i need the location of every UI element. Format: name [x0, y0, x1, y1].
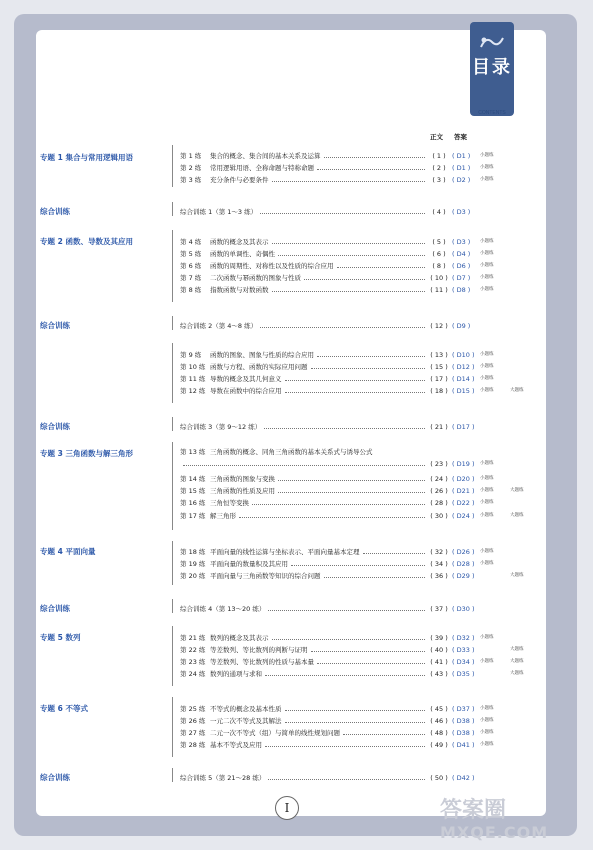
dot-leader [317, 663, 425, 664]
lesson-title: 三角函数的图象与变换 [210, 475, 275, 483]
lesson-title: 基本不等式及应用 [210, 741, 262, 749]
lesson-number: 第 15 练 [180, 487, 206, 495]
section-heading: 专题 6 不等式 [40, 704, 88, 713]
answer-ref: ( D17 ) [452, 423, 475, 431]
answer-ref: ( D32 ) [452, 634, 475, 642]
dot-leader [265, 675, 425, 676]
dot-leader [317, 356, 425, 357]
practice-tag-large: 大题练 [510, 388, 524, 393]
practice-tag: 小题练 [480, 718, 494, 723]
answer-ref: ( D26 ) [452, 548, 475, 556]
toc-entry[interactable] [180, 248, 498, 260]
page-ref: ( 40 ) [430, 646, 448, 654]
practice-tag: 小题练 [480, 635, 494, 640]
page-ref: ( 43 ) [430, 670, 448, 678]
page-ref: ( 26 ) [430, 487, 448, 495]
lesson-number: 第 16 练 [180, 499, 206, 507]
toc-entry[interactable] [180, 570, 524, 582]
practice-tag: 小题练 [480, 561, 494, 566]
page-ref: ( 48 ) [430, 729, 448, 737]
lesson-title: 函数与方程、函数的实际应用问题 [210, 363, 308, 371]
lesson-number: 第 4 练 [180, 238, 202, 246]
answer-ref: ( D19 ) [452, 460, 475, 468]
watermark-url: MXQE.COM [440, 823, 549, 842]
lesson-number: 第 26 练 [180, 717, 206, 725]
lesson-number: 第 17 练 [180, 512, 206, 520]
lesson-number: 第 13 练 [180, 448, 206, 456]
answer-ref: ( D38 ) [452, 729, 475, 737]
lesson-title: 综合训练 4（第 13～20 练） [180, 605, 266, 613]
dot-leader [311, 651, 425, 652]
toc-entry[interactable] [180, 715, 498, 727]
dot-leader [260, 213, 425, 214]
toc-entry[interactable] [180, 668, 524, 680]
page-ref: ( 39 ) [430, 634, 448, 642]
practice-tag: 小题练 [480, 388, 494, 393]
lesson-title: 综合训练 3（第 9～12 练） [180, 423, 262, 431]
page-ref: ( 36 ) [430, 572, 448, 580]
page-ref: ( 3 ) [432, 176, 446, 184]
section-heading: 综合训练 [40, 321, 70, 330]
toc-entry[interactable] [180, 150, 498, 162]
section-heading: 专题 2 函数、导数及其应用 [40, 237, 133, 246]
lesson-title: 解三角形 [210, 512, 236, 520]
section-heading: 专题 4 平面向量 [40, 547, 96, 556]
page-ref: ( 15 ) [430, 363, 448, 371]
practice-tag-large: 大题练 [510, 573, 524, 578]
dot-leader [265, 746, 425, 747]
lesson-title: 常用逻辑用语、全称命题与特称命题 [210, 164, 314, 172]
answer-ref: ( D1 ) [452, 152, 471, 160]
section-divider [172, 202, 173, 216]
page-subtitle: CONTENTS [478, 110, 506, 116]
toc-entry[interactable] [180, 703, 498, 715]
answer-ref: ( D42 ) [452, 774, 475, 782]
dot-leader [304, 279, 425, 280]
toc-entry[interactable] [180, 421, 498, 433]
section-divider [172, 316, 173, 330]
lesson-title: 平面向量的数量积及其应用 [210, 560, 288, 568]
toc-entry[interactable] [180, 446, 498, 458]
practice-tag: 小题练 [480, 177, 494, 182]
toc-entry[interactable] [180, 385, 524, 397]
section-heading: 综合训练 [40, 207, 70, 216]
toc-entry[interactable] [180, 206, 498, 218]
lesson-title: 综合训练 5（第 21～28 练） [180, 774, 266, 782]
lesson-title: 函数的图象、图象与性质的综合应用 [210, 351, 314, 359]
answer-ref: ( D1 ) [452, 164, 471, 172]
practice-tag: 小题练 [480, 287, 494, 292]
dot-leader [239, 517, 425, 518]
dot-leader [285, 380, 425, 381]
page-ref: ( 28 ) [430, 499, 448, 507]
practice-tag: 小题练 [480, 251, 494, 256]
dot-leader [311, 368, 425, 369]
toc-entry[interactable] [180, 497, 498, 509]
practice-tag: 小题练 [480, 376, 494, 381]
lesson-number: 第 19 练 [180, 560, 206, 568]
practice-tag: 小题练 [480, 263, 494, 268]
dot-leader [272, 639, 425, 640]
dot-leader [260, 327, 425, 328]
practice-tag: 小题练 [480, 165, 494, 170]
dot-leader [252, 504, 425, 505]
lesson-number: 第 8 练 [180, 286, 202, 294]
section-divider [172, 230, 173, 302]
lesson-title: 综合训练 1（第 1～3 练） [180, 208, 258, 216]
dot-leader [285, 392, 425, 393]
page-ref: ( 17 ) [430, 375, 448, 383]
lesson-number: 第 12 练 [180, 387, 206, 395]
column-header-main: 正文 [430, 133, 443, 141]
answer-ref: ( D29 ) [452, 572, 475, 580]
answer-ref: ( D20 ) [452, 475, 475, 483]
answer-ref: ( D35 ) [452, 670, 475, 678]
toc-entry[interactable] [180, 236, 498, 248]
practice-tag: 小题练 [480, 352, 494, 357]
lesson-title: 函数的单调性、奇偶性 [210, 250, 275, 258]
dot-leader [272, 243, 425, 244]
section-heading: 综合训练 [40, 773, 70, 782]
toc-entry[interactable] [180, 656, 524, 668]
answer-ref: ( D6 ) [452, 262, 471, 270]
section-divider [172, 599, 173, 613]
page-ref: ( 2 ) [432, 164, 446, 172]
lesson-title: 函数的概念及其表示 [210, 238, 269, 246]
lesson-title: 等差数列、等比数列的性质与基本量 [210, 658, 314, 666]
practice-tag-large: 大题练 [510, 488, 524, 493]
answer-ref: ( D34 ) [452, 658, 475, 666]
practice-tag: 小题练 [480, 500, 494, 505]
practice-tag: 小题练 [480, 742, 494, 747]
page-ref: ( 6 ) [432, 250, 446, 258]
page-title: 目录 [472, 57, 512, 78]
practice-tag-large: 大题练 [510, 671, 524, 676]
answer-ref: ( D7 ) [452, 274, 471, 282]
toc-entry[interactable] [180, 473, 498, 485]
answer-ref: ( D4 ) [452, 250, 471, 258]
page-ref: ( 46 ) [430, 717, 448, 725]
toc-entry[interactable] [180, 162, 498, 174]
toc-entry[interactable] [180, 174, 498, 186]
lesson-title: 平面向量的线性运算与坐标表示、平面向量基本定理 [210, 548, 360, 556]
lesson-title: 函数的周期性、对称性以及性质的综合应用 [210, 262, 334, 270]
lesson-number: 第 7 练 [180, 274, 202, 282]
lesson-number: 第 24 练 [180, 670, 206, 678]
pencil-scribble-icon [478, 32, 506, 52]
dot-leader [268, 779, 425, 780]
lesson-title: 三角函数的概念、同角三角函数的基本关系式与诱导公式 [210, 448, 373, 456]
lesson-number: 第 27 练 [180, 729, 206, 737]
practice-tag-large: 大题练 [510, 513, 524, 518]
answer-ref: ( D14 ) [452, 375, 475, 383]
page-ref: ( 37 ) [430, 605, 448, 613]
section-divider [172, 417, 173, 431]
page-ref: ( 24 ) [430, 475, 448, 483]
page-ref: ( 23 ) [430, 460, 448, 468]
section-divider [172, 541, 173, 585]
practice-tag: 小题练 [480, 275, 494, 280]
dot-leader [183, 465, 425, 466]
answer-ref: ( D38 ) [452, 717, 475, 725]
answer-ref: ( D15 ) [452, 387, 475, 395]
lesson-number: 第 10 练 [180, 363, 206, 371]
lesson-title: 数列的通项与求和 [210, 670, 262, 678]
practice-tag: 小题练 [480, 461, 494, 466]
page-ref: ( 30 ) [430, 512, 448, 520]
section-heading: 综合训练 [40, 604, 70, 613]
practice-tag: 小题练 [480, 153, 494, 158]
answer-ref: ( D28 ) [452, 560, 475, 568]
practice-tag-large: 大题练 [510, 647, 524, 652]
lesson-number: 第 1 练 [180, 152, 202, 160]
toc-entry[interactable] [180, 349, 498, 361]
page-ref: ( 8 ) [432, 262, 446, 270]
page-ref: ( 18 ) [430, 387, 448, 395]
section-divider [172, 343, 173, 403]
practice-tag: 小题练 [480, 730, 494, 735]
page-ref: ( 34 ) [430, 560, 448, 568]
page-ref: ( 5 ) [432, 238, 446, 246]
dot-leader [272, 291, 425, 292]
toc-entry[interactable] [180, 727, 498, 739]
lesson-number: 第 9 练 [180, 351, 202, 359]
page-ref: ( 4 ) [432, 208, 446, 216]
dot-leader [272, 181, 425, 182]
toc-entry[interactable] [180, 320, 498, 332]
dot-leader [268, 610, 425, 611]
toc-entry[interactable] [180, 260, 498, 272]
lesson-title: 集合的概念、集合间的基本关系及运算 [210, 152, 321, 160]
answer-ref: ( D2 ) [452, 176, 471, 184]
lesson-title: 充分条件与必要条件 [210, 176, 269, 184]
toc-entry[interactable] [180, 739, 498, 751]
lesson-number: 第 18 练 [180, 548, 206, 556]
lesson-number: 第 14 练 [180, 475, 206, 483]
lesson-title: 二元一次不等式（组）与简单的线性规划问题 [210, 729, 340, 737]
dot-leader [363, 553, 425, 554]
lesson-title: 二次函数与幂函数的图象与性质 [210, 274, 301, 282]
section-divider [172, 442, 173, 530]
practice-tag: 小题练 [480, 706, 494, 711]
practice-tag: 小题练 [480, 549, 494, 554]
toc-entry[interactable] [180, 458, 498, 470]
toc-entry[interactable] [180, 510, 524, 522]
watermark-text: 答案圈 [440, 798, 507, 823]
lesson-number: 第 28 练 [180, 741, 206, 749]
watermark-logo [440, 800, 580, 844]
answer-ref: ( D9 ) [452, 322, 471, 330]
lesson-title: 综合训练 2（第 4～8 练） [180, 322, 258, 330]
section-heading: 综合训练 [40, 422, 70, 431]
page-ref: ( 12 ) [430, 322, 448, 330]
lesson-number: 第 3 练 [180, 176, 202, 184]
toc-entry[interactable] [180, 361, 498, 373]
page-ref: ( 13 ) [430, 351, 448, 359]
practice-tag: 小题练 [480, 364, 494, 369]
dot-leader [343, 734, 425, 735]
dot-leader [264, 428, 425, 429]
lesson-title: 指数函数与对数函数 [210, 286, 269, 294]
answer-ref: ( D3 ) [452, 238, 471, 246]
answer-ref: ( D30 ) [452, 605, 475, 613]
page-ref: ( 32 ) [430, 548, 448, 556]
page-ref: ( 11 ) [430, 286, 448, 294]
answer-ref: ( D22 ) [452, 499, 475, 507]
lesson-number: 第 6 练 [180, 262, 202, 270]
answer-ref: ( D21 ) [452, 487, 475, 495]
answer-ref: ( D37 ) [452, 705, 475, 713]
page-ref: ( 21 ) [430, 423, 448, 431]
answer-ref: ( D8 ) [452, 286, 471, 294]
lesson-title: 导数在函数中的综合应用 [210, 387, 282, 395]
lesson-title: 三角函数的性质及应用 [210, 487, 275, 495]
practice-tag: 小题练 [480, 488, 494, 493]
section-heading: 专题 1 集合与常用逻辑用语 [40, 153, 133, 162]
toc-entry[interactable] [180, 644, 524, 656]
dot-leader [285, 710, 425, 711]
lesson-title: 一元二次不等式及其解法 [210, 717, 282, 725]
page-ref: ( 49 ) [430, 741, 448, 749]
lesson-number: 第 22 练 [180, 646, 206, 654]
lesson-number: 第 25 练 [180, 705, 206, 713]
practice-tag: 小题练 [480, 239, 494, 244]
lesson-number: 第 23 练 [180, 658, 206, 666]
page-number: I [275, 796, 299, 820]
page-ref: ( 10 ) [430, 274, 448, 282]
dot-leader [324, 157, 425, 158]
toc-entry[interactable] [180, 485, 524, 497]
toc-entry[interactable] [180, 772, 498, 784]
column-header-answer: 答案 [454, 133, 467, 141]
answer-ref: ( D12 ) [452, 363, 475, 371]
dot-leader [278, 480, 425, 481]
dot-leader [317, 169, 425, 170]
dot-leader [278, 492, 425, 493]
toc-entry[interactable] [180, 284, 498, 296]
section-divider [172, 768, 173, 782]
page-ref: ( 50 ) [430, 774, 448, 782]
toc-entry[interactable] [180, 558, 498, 570]
lesson-number: 第 2 练 [180, 164, 202, 172]
toc-entry[interactable] [180, 546, 498, 558]
section-divider [172, 626, 173, 686]
toc-entry[interactable] [180, 272, 498, 284]
lesson-number: 第 5 练 [180, 250, 202, 258]
lesson-title: 平面向量与三角函数等知识的综合问题 [210, 572, 321, 580]
practice-tag-large: 大题练 [510, 659, 524, 664]
dot-leader [337, 267, 425, 268]
toc-entry[interactable] [180, 603, 498, 615]
practice-tag: 小题练 [480, 513, 494, 518]
lesson-number: 第 20 练 [180, 572, 206, 580]
lesson-number: 第 11 练 [180, 375, 206, 383]
page-ref: ( 45 ) [430, 705, 448, 713]
answer-ref: ( D3 ) [452, 208, 471, 216]
toc-entry[interactable] [180, 373, 498, 385]
answer-ref: ( D33 ) [452, 646, 475, 654]
section-divider [172, 145, 173, 187]
dot-leader [324, 577, 425, 578]
practice-tag: 小题练 [480, 659, 494, 664]
dot-leader [291, 565, 425, 566]
lesson-number: 第 21 练 [180, 634, 206, 642]
answer-ref: ( D41 ) [452, 741, 475, 749]
lesson-title: 等差数列、等比数列的判断与证明 [210, 646, 308, 654]
practice-tag: 小题练 [480, 476, 494, 481]
lesson-title: 三角恒等变换 [210, 499, 249, 507]
page-ref: ( 41 ) [430, 658, 448, 666]
section-heading: 专题 5 数列 [40, 633, 81, 642]
toc-entry[interactable] [180, 632, 498, 644]
lesson-title: 导数的概念及其几何意义 [210, 375, 282, 383]
section-heading: 专题 3 三角函数与解三角形 [40, 449, 133, 458]
answer-ref: ( D10 ) [452, 351, 475, 359]
dot-leader [285, 722, 425, 723]
page-ref: ( 1 ) [432, 152, 446, 160]
section-divider [172, 697, 173, 757]
lesson-title: 数列的概念及其表示 [210, 634, 269, 642]
dot-leader [278, 255, 425, 256]
lesson-title: 不等式的概念及基本性质 [210, 705, 282, 713]
answer-ref: ( D24 ) [452, 512, 475, 520]
